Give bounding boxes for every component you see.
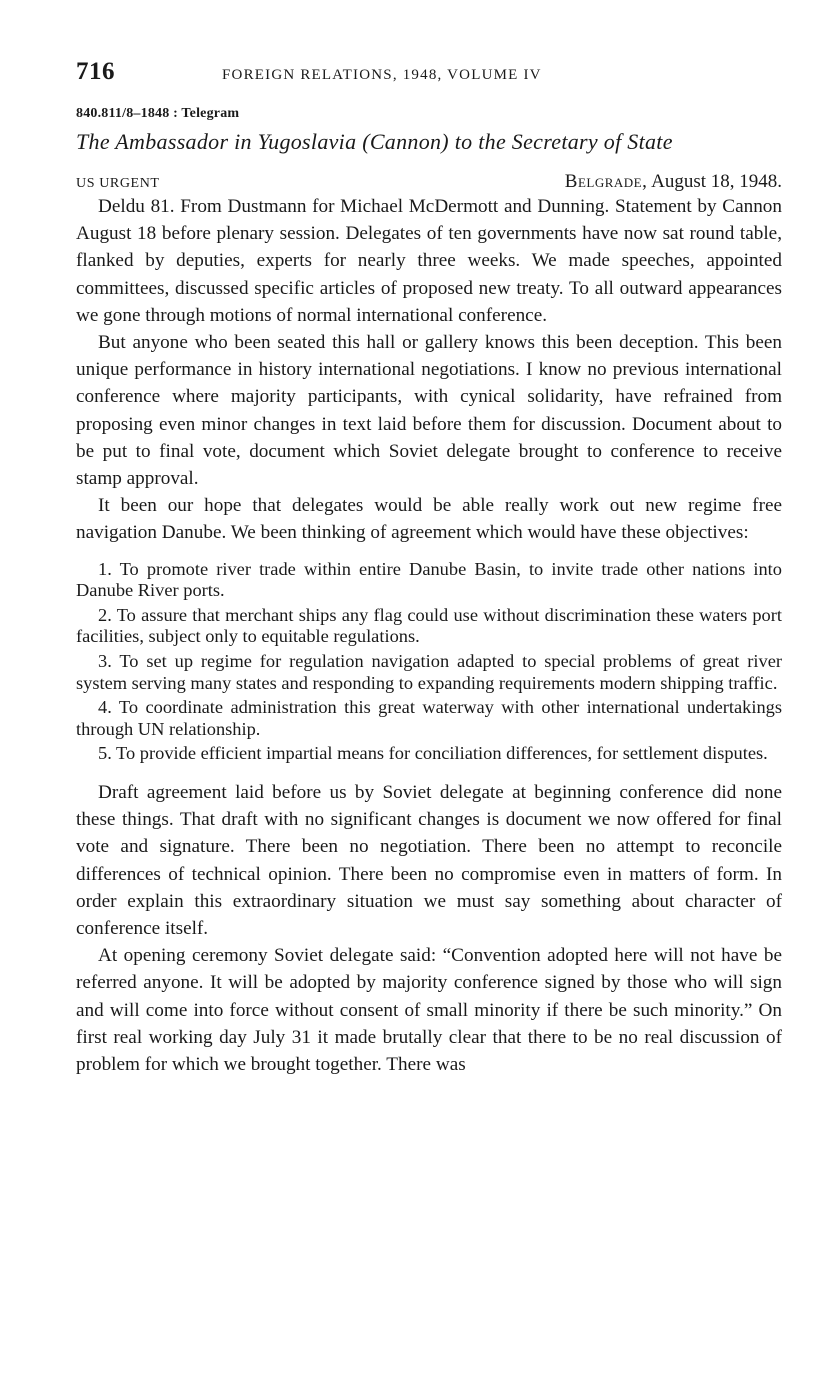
objectives-list <box>76 559 782 765</box>
paragraph-2: But anyone who been seated this hall or gallery knows this been deception. This been unique performance in history international negotiations. I know no previous international conference where majority participants, with cynical solidarity, have refrained from proposing even minor changes in text laid before them for discussion. Document about to be put to final vote, document which Soviet delegate brought to conference to receive stamp approval. <box>76 332 782 490</box>
file-reference: 840.811/8–1848 : Telegram <box>76 106 240 121</box>
paragraph-3: It been our hope that delegates would be able really work out new regime free navigation Danube. We been thinking of agreement which would have these objectives: <box>76 495 782 544</box>
running-head <box>76 58 782 94</box>
objective-item-5: 5. To provide efficient impartial means for conciliation differences, for settlement disputes. <box>98 743 768 764</box>
objective-item-2: 2. To assure that merchant ships any flag could use without discrimination these waters port facilities, subject only to equitable regulations. <box>76 604 782 647</box>
priority-marking: US URGENT <box>76 176 160 191</box>
page-number: 716 <box>76 58 115 85</box>
place: Belgrade, <box>564 171 648 192</box>
paragraph-5: At opening ceremony Soviet delegate said: “Convention adopted here will not have be referred anyone. It will be adopted by majority conference signed by those who will sign and will come into force without consent of small minority if there be such minority.” On first real working day July 31 it made brutally clear that there to be no real discussion of problem for which we brought together. There was <box>76 945 782 1076</box>
objective-item-1: 1. To promote river trade within entire Danube Basin, to invite trade other nations into Danube River ports. <box>76 558 782 601</box>
objective-item-3: 3. To set up regime for regulation navigation adapted to special problems of great river system serving many states and responding to expanding requirements modern shipping traffic. <box>76 651 782 693</box>
paragraph-4: Draft agreement laid before us by Soviet delegate at beginning conference did none these things. That draft with no significant changes is document we now offered for final vote and signature. There been no negotiation. There been no attempt to reconcile differences of technical opinion. There been no compromise even in matters of form. In order explain this extraordinary situation we must say something about character of conference itself. <box>76 781 782 939</box>
document-title: The Ambassador in Yugoslavia (Cannon) to the Secretary of State <box>76 129 673 154</box>
paragraph-1: Deldu 81. From Dustmann for Michael McDermott and Dunning. Statement by Cannon August 18 before plenary session. Delegates of ten governments have now sat round table, flanked by deputies, experts for nearly three weeks. We made speeches, appointed committees, discussed specific articles of proposed new treaty. To all outward appearances we gone through motions of normal international conference. <box>76 196 782 326</box>
running-title: FOREIGN RELATIONS, 1948, VOLUME IV <box>222 67 542 83</box>
objective-item-4: 4. To coordinate administration this great waterway with other international undertakings through UN relationship. <box>76 697 782 739</box>
place-date <box>565 171 782 193</box>
date: August 18, 1948. <box>651 171 782 192</box>
dateline <box>76 171 782 193</box>
